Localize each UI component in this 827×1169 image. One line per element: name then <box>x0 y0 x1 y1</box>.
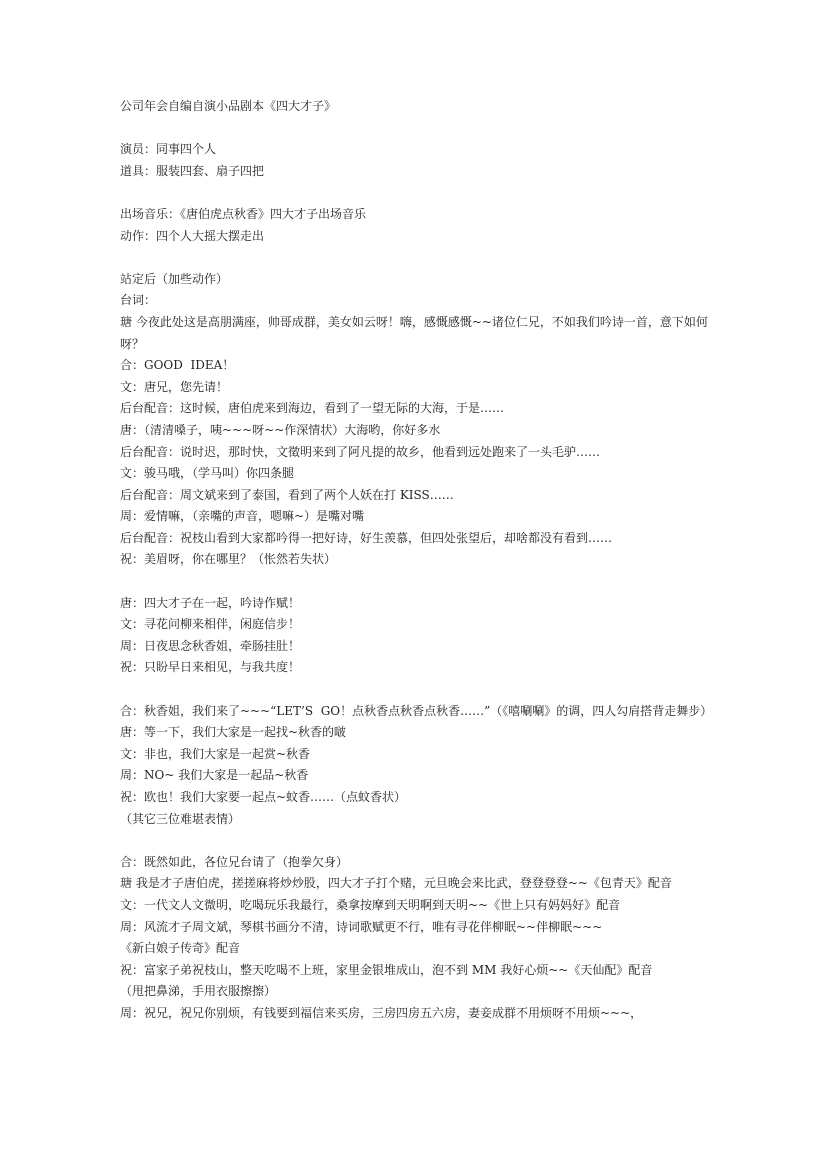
script-line: （其它三位难堪表情） <box>120 811 241 826</box>
script-line: 祝：只盼早日来相见，与我共度！ <box>120 660 301 675</box>
script-line: 周：日夜思念秋香姐，牵肠挂肚！ <box>120 638 301 653</box>
music-line: 出场音乐：《唐伯虎点秋香》四大才子出场音乐 <box>120 206 367 221</box>
script-line: 瑭 我是才子唐伯虎，搓搓麻将炒炒股，四大才子打个赌，元旦晚会来比武，登登登登~~《包青天》配音 <box>120 876 672 891</box>
script-line: 唐：（清清嗓子，咦~~~呀~~作深情状）大海哟，你好多水 <box>120 422 441 437</box>
script-line: 合：秋香姐，我们来了~~~“LET’S GO！点秋香点秋香点秋香……”（《嘻唰唰》的调，四人勾肩搭背走舞步） <box>120 703 713 718</box>
script-line: （甩把鼻涕，手用衣服擦擦） <box>120 984 277 999</box>
script-line: 周：风流才子周文斌，琴棋书画分不清，诗词歌赋更不行，唯有寻花伴柳眠~~伴柳眠~~~ <box>120 919 603 934</box>
script-line: 祝：美眉呀，你在哪里？（怅然若失状） <box>120 552 337 567</box>
script-line: 文：唐兄，您先请！ <box>120 379 229 394</box>
script-line: 祝：欧也！我们大家要一起点~蚊香……（点蚊香状） <box>120 790 407 804</box>
script-line: 周：祝兄，祝兄你别烦，有钱要到福信来买房，三房四房五六房，妻妾成群不用烦呀不用烦~~~， <box>120 1005 643 1020</box>
props-line: 道具：服装四套、扇子四把 <box>120 163 265 178</box>
script-line: 瑭 今夜此处这是高朋满座，帅哥成群，美女如云呀！嗨，感慨感慨~~诸位仁兄，不如我们吟诗一首，意下如何呀？ <box>120 314 708 351</box>
cast-line: 演员：同事四个人 <box>120 142 217 157</box>
script-line: 后台配音：这时候，唐伯虎来到海边，看到了一望无际的大海，于是…… <box>120 401 505 416</box>
script-line: 唐：四大才子在一起，吟诗作赋！ <box>120 595 301 610</box>
document-title: 公司年会自编自演小品剧本《四大才子》 <box>120 99 337 113</box>
document-body <box>120 96 713 1025</box>
lines-label: 台词： <box>120 293 157 308</box>
script-line: 文：非也，我们大家是一起赏~秋香 <box>120 746 311 761</box>
script-line: 合：既然如此，各位兄台请了（抱拳欠身） <box>120 854 349 869</box>
script-line: 《新白娘子传奇》配音 <box>120 941 241 956</box>
script-line: 祝：富家子弟祝枝山，整天吃喝不上班，家里金银堆成山，泡不到 MM 我好心烦~~《天仙配》配音 <box>120 962 653 977</box>
script-line: 后台配音：说时迟，那时快，文徵明来到了阿凡提的故乡，他看到远处跑来了一头毛驴…… <box>120 444 601 459</box>
script-line: 周：NO~ 我们大家是一起品~秋香 <box>120 768 309 783</box>
action-line: 动作：四个人大摇大摆走出 <box>120 228 265 243</box>
script-line: 文：一代文人文微明，吃喝玩乐我最行，桑拿按摩到天明啊到天明~~《世上只有妈妈好》配音 <box>120 897 621 912</box>
script-line: 文：骏马哦，（学马叫）你四条腿 <box>120 466 295 481</box>
script-line: 文：寻花问柳来相伴，闲庭信步！ <box>120 617 301 632</box>
script-line: 后台配音：周文斌来到了泰国，看到了两个人妖在打 KISS…… <box>120 487 454 502</box>
script-line: 周：爱情嘛，（亲嘴的声音，嗯嘛~）是嘴对嘴 <box>120 509 365 524</box>
after-stand-line: 站定后（加些动作） <box>120 271 229 286</box>
script-line: 唐：等一下，我们大家是一起找~秋香的啵 <box>120 725 347 740</box>
script-line: 合：GOOD IDEA！ <box>120 358 235 373</box>
script-line: 后台配音：祝枝山看到大家都吟得一把好诗，好生羡慕，但四处张望后，却啥都没有看到…… <box>120 530 613 545</box>
